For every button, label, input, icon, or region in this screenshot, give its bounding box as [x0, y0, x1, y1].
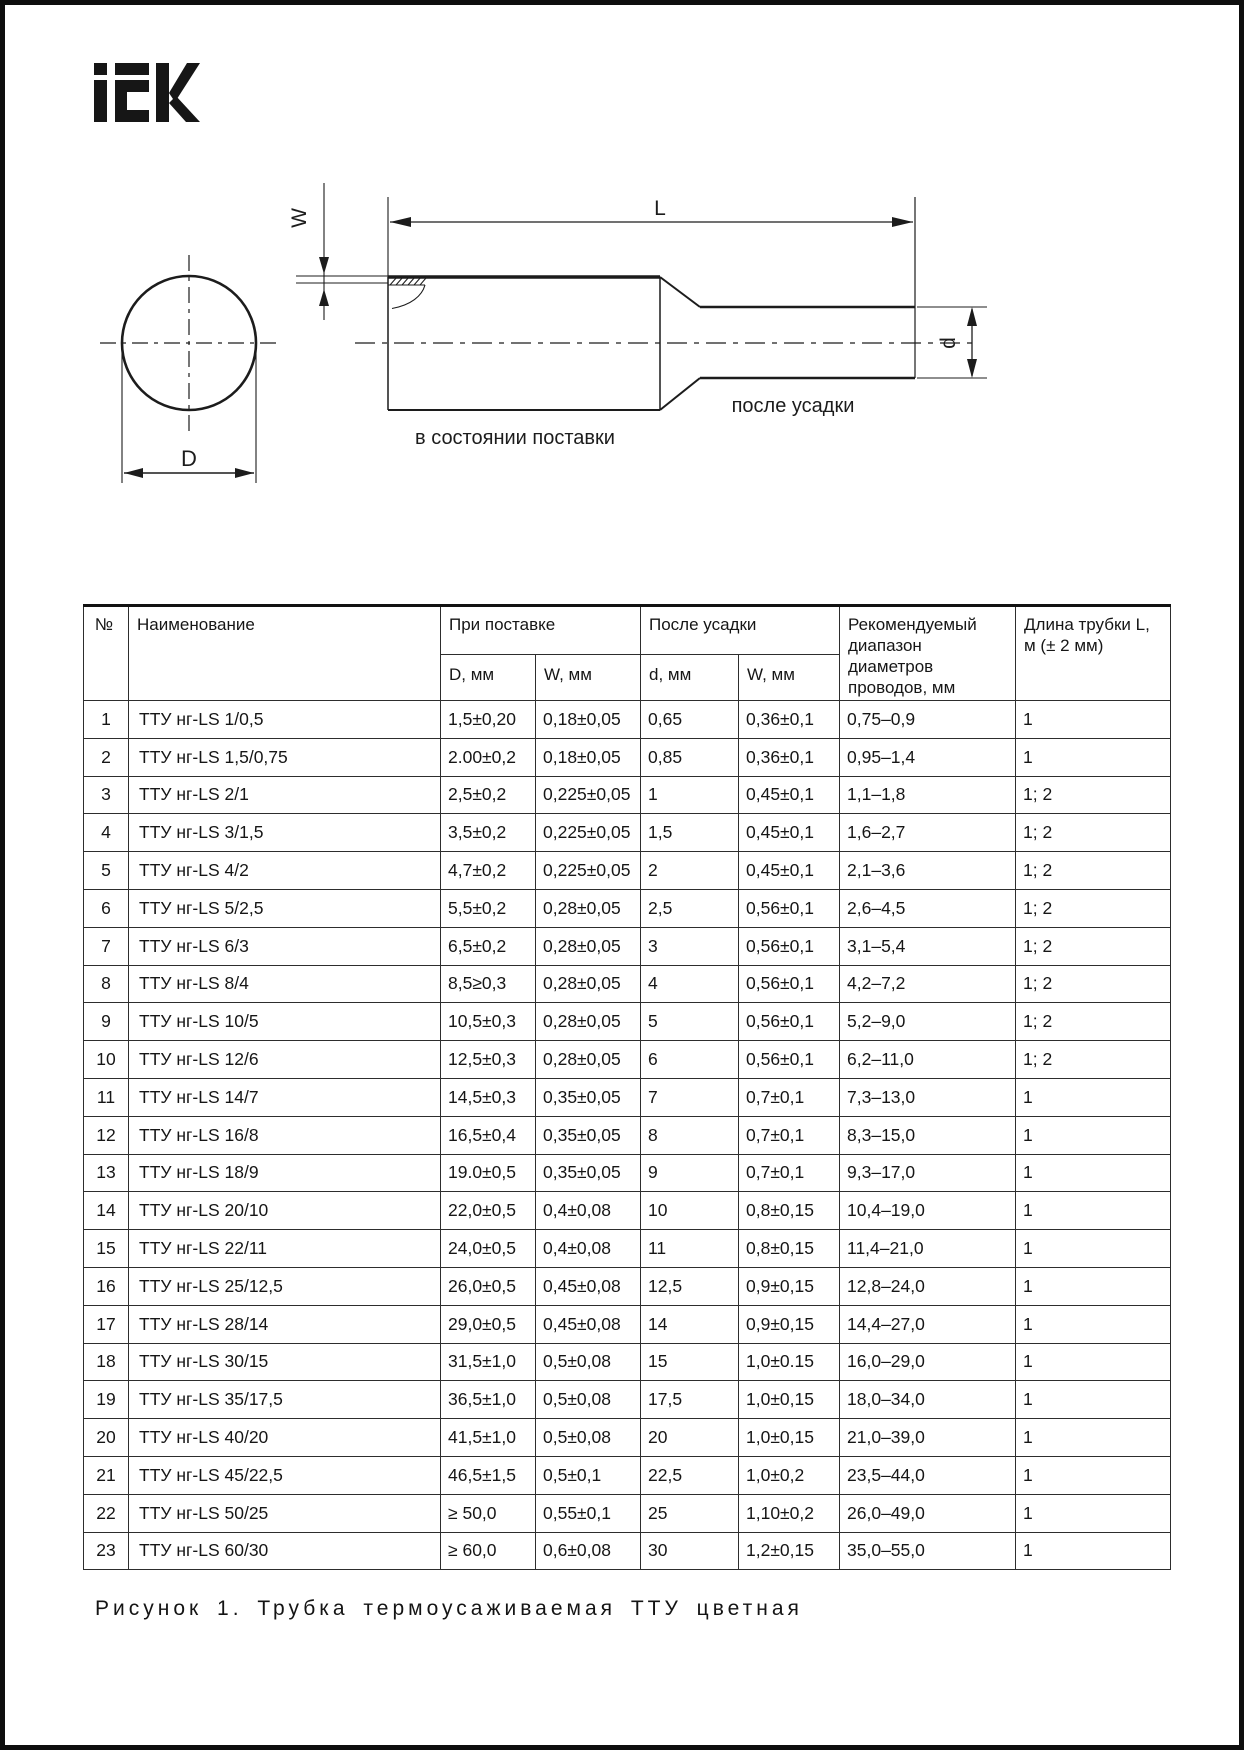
cell-supply_d: ≥ 50,0	[441, 1494, 536, 1532]
cell-supply_d: 14,5±0,3	[441, 1078, 536, 1116]
dimension-L	[388, 197, 915, 378]
supply-diameter-label: D	[181, 446, 197, 471]
cell-shrunk_w: 1,10±0,2	[739, 1494, 840, 1532]
cell-num: 21	[84, 1456, 129, 1494]
cell-supply_d: 6,5±0,2	[441, 927, 536, 965]
cell-name: ТТУ нг-LS 2/1	[129, 776, 441, 814]
table-row	[84, 1419, 1171, 1457]
cell-supply_w: 0,5±0,08	[536, 1419, 641, 1457]
cell-shrunk_w: 0,9±0,15	[739, 1267, 840, 1305]
cell-supply_w: 0,6±0,08	[536, 1532, 641, 1570]
cell-shrunk_d: 1,5	[641, 814, 739, 852]
cell-name: ТТУ нг-LS 12/6	[129, 1041, 441, 1079]
cell-wire_range: 0,95–1,4	[840, 738, 1016, 776]
cell-wire_range: 23,5–44,0	[840, 1456, 1016, 1494]
col-header-tube-length: Длина трубки L, м (± 2 мм)	[1016, 606, 1171, 701]
cell-supply_d: 12,5±0,3	[441, 1041, 536, 1079]
cell-supply_d: 31,5±1,0	[441, 1343, 536, 1381]
cell-supply_d: 5,5±0,2	[441, 889, 536, 927]
cell-supply_w: 0,4±0,08	[536, 1192, 641, 1230]
cell-name: ТТУ нг-LS 1/0,5	[129, 701, 441, 739]
table-row	[84, 1230, 1171, 1268]
cell-wire_range: 1,6–2,7	[840, 814, 1016, 852]
cell-name: ТТУ нг-LS 50/25	[129, 1494, 441, 1532]
col-header-supply-d: D, мм	[441, 654, 536, 700]
cell-shrunk_d: 12,5	[641, 1267, 739, 1305]
col-group-shrunk: После усадки	[641, 606, 840, 655]
cell-shrunk_w: 0,56±0,1	[739, 927, 840, 965]
cell-shrunk_w: 0,8±0,15	[739, 1230, 840, 1268]
cell-shrunk_d: 17,5	[641, 1381, 739, 1419]
cell-wire_range: 2,1–3,6	[840, 852, 1016, 890]
col-header-wire-range: Рекомендуемый диапазон диаметров проводов, мм	[840, 606, 1016, 701]
shrunk-diameter-label: d	[937, 337, 960, 349]
cell-supply_w: 0,28±0,05	[536, 889, 641, 927]
cell-num: 9	[84, 1003, 129, 1041]
cell-supply_w: 0,225±0,05	[536, 852, 641, 890]
cell-shrunk_d: 22,5	[641, 1456, 739, 1494]
cell-shrunk_w: 1,0±0.15	[739, 1343, 840, 1381]
cell-num: 8	[84, 965, 129, 1003]
cell-supply_w: 0,28±0,05	[536, 1003, 641, 1041]
cell-wire_range: 7,3–13,0	[840, 1078, 1016, 1116]
spec-table	[83, 604, 1171, 1570]
table-row	[84, 1078, 1171, 1116]
cell-tube_length: 1; 2	[1016, 814, 1171, 852]
cell-name: ТТУ нг-LS 4/2	[129, 852, 441, 890]
cell-shrunk_d: 0,65	[641, 701, 739, 739]
cell-num: 11	[84, 1078, 129, 1116]
cell-name: ТТУ нг-LS 14/7	[129, 1078, 441, 1116]
cell-supply_w: 0,28±0,05	[536, 965, 641, 1003]
cell-supply_d: 22,0±0,5	[441, 1192, 536, 1230]
cell-tube_length: 1; 2	[1016, 927, 1171, 965]
cell-supply_w: 0,225±0,05	[536, 776, 641, 814]
spec-table-header	[84, 606, 1171, 701]
cell-shrunk_w: 0,36±0,1	[739, 738, 840, 776]
cell-wire_range: 4,2–7,2	[840, 965, 1016, 1003]
cell-name: ТТУ нг-LS 35/17,5	[129, 1381, 441, 1419]
cell-num: 23	[84, 1532, 129, 1570]
end-view-circle	[100, 255, 278, 437]
cell-wire_range: 5,2–9,0	[840, 1003, 1016, 1041]
cell-shrunk_d: 2	[641, 852, 739, 890]
dimension-W	[296, 183, 388, 320]
tube-technical-drawing	[5, 155, 1244, 505]
table-row	[84, 776, 1171, 814]
cell-shrunk_w: 0,56±0,1	[739, 889, 840, 927]
cell-num: 2	[84, 738, 129, 776]
cell-tube_length: 1	[1016, 701, 1171, 739]
col-header-num: №	[84, 606, 129, 701]
cell-supply_w: 0,5±0,08	[536, 1343, 641, 1381]
cell-shrunk_w: 0,7±0,1	[739, 1154, 840, 1192]
table-row	[84, 1456, 1171, 1494]
cell-supply_w: 0,18±0,05	[536, 701, 641, 739]
cell-name: ТТУ нг-LS 8/4	[129, 965, 441, 1003]
cell-name: ТТУ нг-LS 5/2,5	[129, 889, 441, 927]
cell-num: 18	[84, 1343, 129, 1381]
cell-shrunk_w: 0,8±0,15	[739, 1192, 840, 1230]
cell-shrunk_w: 1,0±0,15	[739, 1419, 840, 1457]
wall-thickness-label: W	[288, 208, 311, 228]
cell-wire_range: 9,3–17,0	[840, 1154, 1016, 1192]
cell-wire_range: 2,6–4,5	[840, 889, 1016, 927]
cell-supply_d: 2.00±0,2	[441, 738, 536, 776]
cell-shrunk_w: 1,0±0,2	[739, 1456, 840, 1494]
cell-shrunk_w: 0,45±0,1	[739, 852, 840, 890]
cell-supply_d: 41,5±1,0	[441, 1419, 536, 1457]
cell-shrunk_d: 20	[641, 1419, 739, 1457]
after-shrink-caption: после усадки	[731, 395, 855, 417]
cell-tube_length: 1	[1016, 1305, 1171, 1343]
cell-shrunk_w: 0,7±0,1	[739, 1078, 840, 1116]
cell-wire_range: 12,8–24,0	[840, 1267, 1016, 1305]
cell-num: 19	[84, 1381, 129, 1419]
table-row	[84, 965, 1171, 1003]
cell-shrunk_w: 0,7±0,1	[739, 1116, 840, 1154]
cell-supply_d: 8,5≥0,3	[441, 965, 536, 1003]
cell-num: 1	[84, 701, 129, 739]
cell-wire_range: 1,1–1,8	[840, 776, 1016, 814]
cell-shrunk_d: 25	[641, 1494, 739, 1532]
table-row	[84, 814, 1171, 852]
cell-name: ТТУ нг-LS 1,5/0,75	[129, 738, 441, 776]
cell-shrunk_d: 10	[641, 1192, 739, 1230]
cell-num: 15	[84, 1230, 129, 1268]
cell-num: 13	[84, 1154, 129, 1192]
cell-wire_range: 8,3–15,0	[840, 1116, 1016, 1154]
cell-supply_w: 0,45±0,08	[536, 1267, 641, 1305]
cell-shrunk_w: 0,45±0,1	[739, 776, 840, 814]
cell-supply_w: 0,35±0,05	[536, 1078, 641, 1116]
cell-tube_length: 1	[1016, 1116, 1171, 1154]
cell-tube_length: 1	[1016, 1456, 1171, 1494]
cell-name: ТТУ нг-LS 45/22,5	[129, 1456, 441, 1494]
cell-supply_w: 0,18±0,05	[536, 738, 641, 776]
cell-supply_d: 36,5±1,0	[441, 1381, 536, 1419]
figure-caption: Рисунок 1. Трубка термоусаживаемая ТТУ цветная	[95, 1597, 803, 1620]
cell-shrunk_d: 6	[641, 1041, 739, 1079]
cell-shrunk_d: 1	[641, 776, 739, 814]
cell-wire_range: 3,1–5,4	[840, 927, 1016, 965]
cell-supply_w: 0,5±0,1	[536, 1456, 641, 1494]
col-group-supply: При поставке	[441, 606, 641, 655]
cell-tube_length: 1; 2	[1016, 776, 1171, 814]
cell-shrunk_d: 5	[641, 1003, 739, 1041]
cell-supply_d: 2,5±0,2	[441, 776, 536, 814]
cell-num: 12	[84, 1116, 129, 1154]
iek-logo	[94, 63, 200, 122]
cell-shrunk_w: 0,56±0,1	[739, 965, 840, 1003]
cell-supply_d: 19.0±0,5	[441, 1154, 536, 1192]
table-row	[84, 1305, 1171, 1343]
cell-supply_d: 24,0±0,5	[441, 1230, 536, 1268]
cell-name: ТТУ нг-LS 6/3	[129, 927, 441, 965]
cell-shrunk_d: 3	[641, 927, 739, 965]
cell-tube_length: 1; 2	[1016, 852, 1171, 890]
cell-supply_d: 26,0±0,5	[441, 1267, 536, 1305]
cell-num: 20	[84, 1419, 129, 1457]
cell-shrunk_w: 1,0±0,15	[739, 1381, 840, 1419]
cell-tube_length: 1	[1016, 1419, 1171, 1457]
cell-wire_range: 26,0–49,0	[840, 1494, 1016, 1532]
cell-supply_w: 0,225±0,05	[536, 814, 641, 852]
cell-supply_d: 46,5±1,5	[441, 1456, 536, 1494]
cell-shrunk_d: 9	[641, 1154, 739, 1192]
table-row	[84, 1192, 1171, 1230]
col-header-name: Наименование	[129, 606, 441, 701]
table-row	[84, 738, 1171, 776]
cell-name: ТТУ нг-LS 40/20	[129, 1419, 441, 1457]
cell-tube_length: 1	[1016, 1192, 1171, 1230]
cell-wire_range: 6,2–11,0	[840, 1041, 1016, 1079]
cell-tube_length: 1; 2	[1016, 1003, 1171, 1041]
table-row	[84, 1267, 1171, 1305]
length-label: L	[654, 197, 666, 220]
table-row	[84, 927, 1171, 965]
cell-tube_length: 1	[1016, 1078, 1171, 1116]
wall-hatching	[390, 277, 426, 285]
cell-shrunk_w: 0,45±0,1	[739, 814, 840, 852]
cell-tube_length: 1	[1016, 1343, 1171, 1381]
cell-shrunk_d: 30	[641, 1532, 739, 1570]
cell-name: ТТУ нг-LS 10/5	[129, 1003, 441, 1041]
cell-name: ТТУ нг-LS 3/1,5	[129, 814, 441, 852]
cell-supply_d: 3,5±0,2	[441, 814, 536, 852]
cell-supply_w: 0,35±0,05	[536, 1154, 641, 1192]
cell-tube_length: 1	[1016, 1267, 1171, 1305]
col-header-supply-w: W, мм	[536, 654, 641, 700]
cell-wire_range: 11,4–21,0	[840, 1230, 1016, 1268]
cell-wire_range: 16,0–29,0	[840, 1343, 1016, 1381]
cell-shrunk_d: 15	[641, 1343, 739, 1381]
cell-num: 22	[84, 1494, 129, 1532]
cell-num: 4	[84, 814, 129, 852]
cell-shrunk_w: 0,56±0,1	[739, 1003, 840, 1041]
table-row	[84, 1116, 1171, 1154]
cell-supply_w: 0,28±0,05	[536, 927, 641, 965]
cell-supply_d: 16,5±0,4	[441, 1116, 536, 1154]
supply-state-caption: в состоянии поставки	[415, 427, 615, 449]
cell-num: 14	[84, 1192, 129, 1230]
cell-num: 6	[84, 889, 129, 927]
cell-shrunk_d: 0,85	[641, 738, 739, 776]
table-row	[84, 852, 1171, 890]
cell-num: 10	[84, 1041, 129, 1079]
table-row	[84, 1154, 1171, 1192]
table-row	[84, 1003, 1171, 1041]
table-row	[84, 889, 1171, 927]
cell-name: ТТУ нг-LS 25/12,5	[129, 1267, 441, 1305]
cell-wire_range: 0,75–0,9	[840, 701, 1016, 739]
cell-shrunk_w: 0,9±0,15	[739, 1305, 840, 1343]
cell-supply_w: 0,4±0,08	[536, 1230, 641, 1268]
cell-supply_w: 0,28±0,05	[536, 1041, 641, 1079]
cell-num: 5	[84, 852, 129, 890]
cell-supply_w: 0,35±0,05	[536, 1116, 641, 1154]
cell-tube_length: 1; 2	[1016, 889, 1171, 927]
cell-supply_d: 10,5±0,3	[441, 1003, 536, 1041]
table-row	[84, 1494, 1171, 1532]
cell-num: 3	[84, 776, 129, 814]
cell-wire_range: 10,4–19,0	[840, 1192, 1016, 1230]
cell-name: ТТУ нг-LS 30/15	[129, 1343, 441, 1381]
cell-name: ТТУ нг-LS 28/14	[129, 1305, 441, 1343]
cell-supply_w: 0,55±0,1	[536, 1494, 641, 1532]
cell-tube_length: 1	[1016, 1494, 1171, 1532]
cell-supply_d: ≥ 60,0	[441, 1532, 536, 1570]
cell-shrunk_d: 7	[641, 1078, 739, 1116]
cell-num: 17	[84, 1305, 129, 1343]
cell-name: ТТУ нг-LS 20/10	[129, 1192, 441, 1230]
table-row	[84, 1381, 1171, 1419]
cell-tube_length: 1; 2	[1016, 965, 1171, 1003]
col-header-shrunk-w: W, мм	[739, 654, 840, 700]
cell-shrunk_d: 4	[641, 965, 739, 1003]
cell-shrunk_d: 11	[641, 1230, 739, 1268]
cell-supply_w: 0,5±0,08	[536, 1381, 641, 1419]
table-row	[84, 701, 1171, 739]
iek-logo-letters	[94, 63, 200, 122]
cell-shrunk_d: 8	[641, 1116, 739, 1154]
table-row	[84, 1343, 1171, 1381]
cell-wire_range: 18,0–34,0	[840, 1381, 1016, 1419]
cell-tube_length: 1	[1016, 1532, 1171, 1570]
cell-name: ТТУ нг-LS 22/11	[129, 1230, 441, 1268]
table-row	[84, 1041, 1171, 1079]
cell-name: ТТУ нг-LS 60/30	[129, 1532, 441, 1570]
cell-supply_w: 0,45±0,08	[536, 1305, 641, 1343]
cell-supply_d: 29,0±0,5	[441, 1305, 536, 1343]
cell-tube_length: 1	[1016, 1381, 1171, 1419]
cell-tube_length: 1	[1016, 1230, 1171, 1268]
cell-shrunk_w: 0,36±0,1	[739, 701, 840, 739]
cell-supply_d: 1,5±0,20	[441, 701, 536, 739]
cell-name: ТТУ нг-LS 16/8	[129, 1116, 441, 1154]
spec-table-body	[84, 701, 1171, 1570]
col-header-shrunk-d: d, мм	[641, 654, 739, 700]
cell-tube_length: 1	[1016, 738, 1171, 776]
cell-shrunk_w: 1,2±0,15	[739, 1532, 840, 1570]
cell-shrunk_w: 0,56±0,1	[739, 1041, 840, 1079]
cell-name: ТТУ нг-LS 18/9	[129, 1154, 441, 1192]
table-row	[84, 1532, 1171, 1570]
cell-num: 16	[84, 1267, 129, 1305]
cell-wire_range: 14,4–27,0	[840, 1305, 1016, 1343]
cell-shrunk_d: 2,5	[641, 889, 739, 927]
cell-supply_d: 4,7±0,2	[441, 852, 536, 890]
cell-shrunk_d: 14	[641, 1305, 739, 1343]
cell-wire_range: 21,0–39,0	[840, 1419, 1016, 1457]
cell-tube_length: 1; 2	[1016, 1041, 1171, 1079]
cell-num: 7	[84, 927, 129, 965]
cell-tube_length: 1	[1016, 1154, 1171, 1192]
cell-wire_range: 35,0–55,0	[840, 1532, 1016, 1570]
